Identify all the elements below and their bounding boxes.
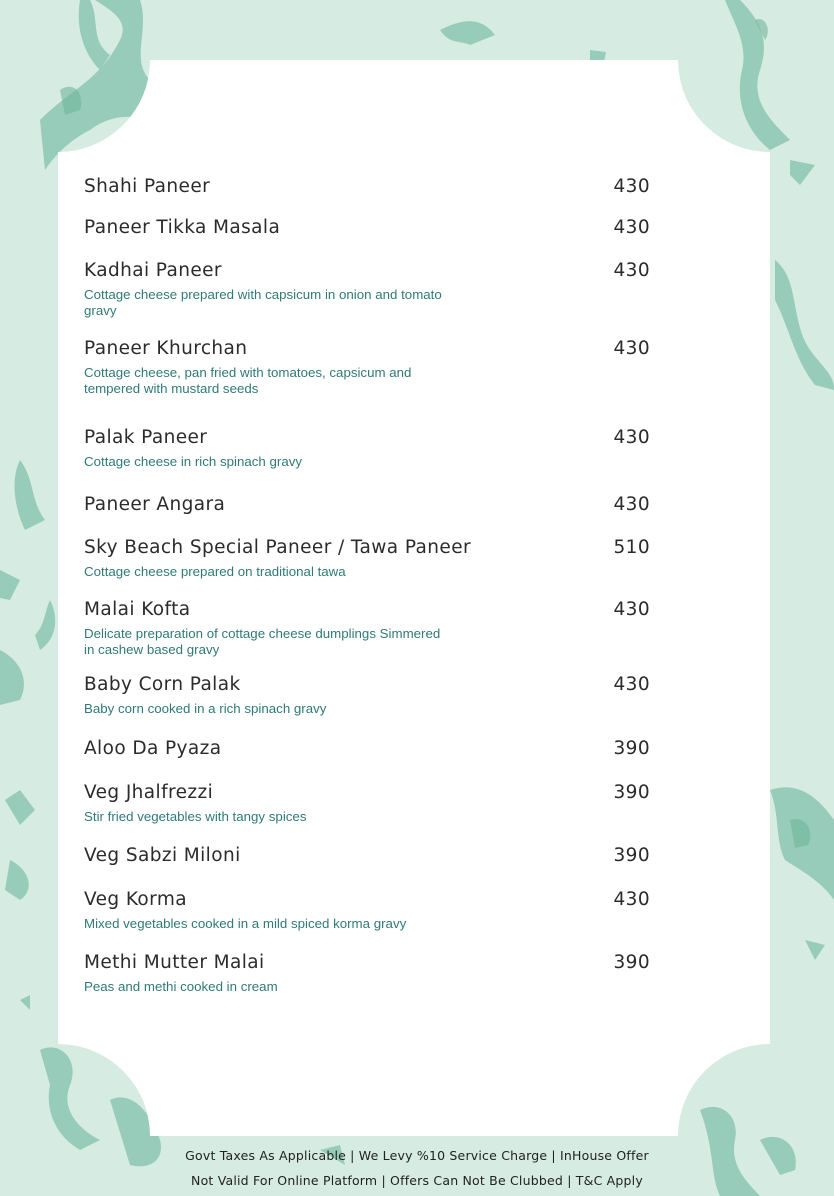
item-name: Veg Sabzi Miloni	[84, 845, 241, 866]
item-name: Sky Beach Special Paneer / Tawa Paneer	[84, 537, 471, 558]
item-price: 430	[613, 599, 650, 620]
item-description: Cottage cheese in rich spinach gravy	[84, 454, 303, 469]
item-price: 430	[613, 494, 650, 515]
item-name: Methi Mutter Malai	[84, 952, 265, 973]
item-name: Paneer Tikka Masala	[84, 217, 281, 238]
item-price: 430	[613, 889, 650, 910]
item-price: 430	[613, 427, 650, 448]
item-price: 430	[613, 176, 650, 197]
footer-terms-line-2: Not Valid For Online Platform | Offers Can Not Be Clubbed | T&C Apply	[191, 1173, 643, 1188]
item-description: Stir fried vegetables with tangy spices	[84, 809, 307, 824]
item-price: 430	[613, 674, 650, 695]
item-description: Delicate preparation of cottage cheese dumplings Simmered in cashew based gravy	[84, 626, 441, 657]
item-price: 390	[613, 782, 650, 803]
item-price: 390	[613, 738, 650, 759]
item-name: Malai Kofta	[84, 599, 191, 620]
item-price: 390	[613, 845, 650, 866]
item-description: Peas and methi cooked in cream	[84, 979, 278, 994]
item-price: 390	[613, 952, 650, 973]
item-name: Paneer Angara	[84, 494, 226, 515]
item-price: 510	[613, 537, 650, 558]
item-price: 430	[613, 217, 650, 238]
item-name: Palak Paneer	[84, 427, 208, 448]
item-description: Mixed vegetables cooked in a mild spiced korma gravy	[84, 916, 407, 931]
footer-terms-line-1: Govt Taxes As Applicable | We Levy %10 Service Charge | InHouse Offer	[185, 1148, 649, 1163]
item-description: Baby corn cooked in a rich spinach gravy	[84, 701, 327, 716]
item-name: Aloo Da Pyaza	[84, 738, 222, 759]
item-name: Kadhai Paneer	[84, 260, 222, 281]
item-name: Veg Jhalfrezzi	[84, 782, 214, 803]
item-name: Paneer Khurchan	[84, 338, 248, 359]
item-price: 430	[613, 338, 650, 359]
item-price: 430	[613, 260, 650, 281]
item-description: Cottage cheese, pan fried with tomatoes, capsicum and tempered with mustard seeds	[84, 365, 412, 396]
item-name: Baby Corn Palak	[84, 674, 241, 695]
item-description: Cottage cheese prepared on traditional tawa	[84, 564, 346, 579]
item-description: Cottage cheese prepared with capsicum in onion and tomato gravy	[84, 287, 442, 318]
item-name: Shahi Paneer	[84, 176, 211, 197]
item-name: Veg Korma	[84, 889, 187, 910]
